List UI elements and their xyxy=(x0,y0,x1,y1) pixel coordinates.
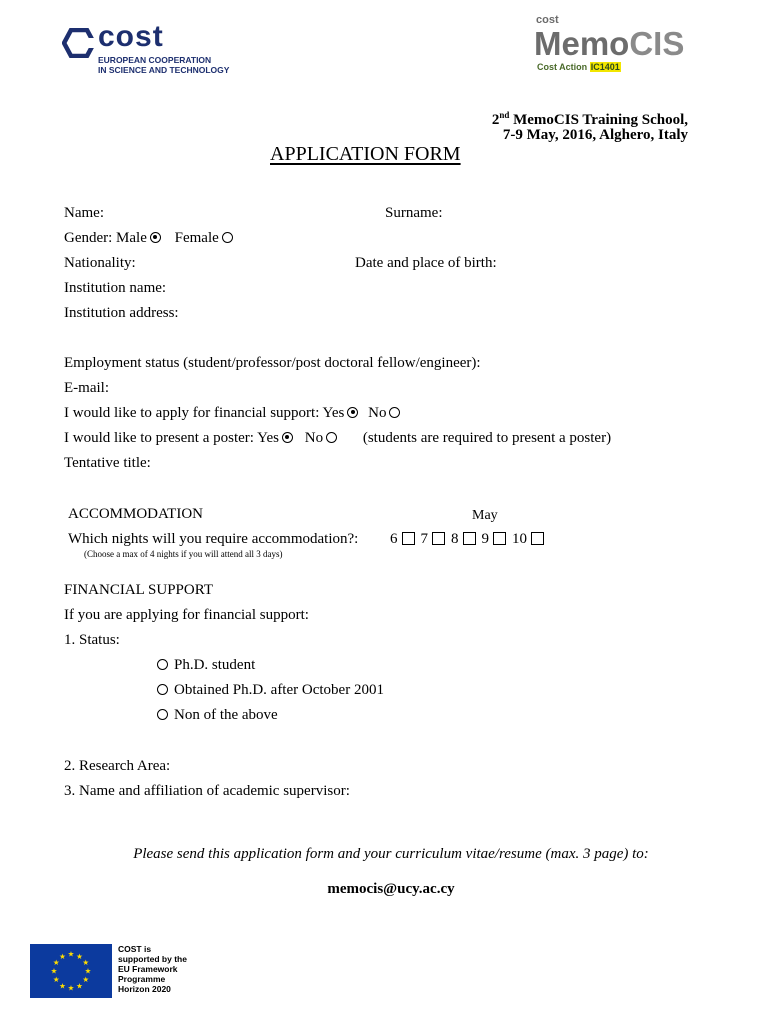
accommodation-note: (Choose a max of 4 nights if you will attend all 3 days) xyxy=(84,549,283,559)
accommodation-nights xyxy=(390,531,550,548)
night-label: 7 xyxy=(420,531,428,547)
financial-no-radio[interactable] xyxy=(389,407,400,418)
poster-note: (students are required to present a poster) xyxy=(362,430,612,446)
email-label: E-mail: xyxy=(64,380,109,396)
institution-name-label: Institution name: xyxy=(64,280,167,296)
research-area-label: 2. Research Area: xyxy=(64,758,171,774)
birth-label: Date and place of birth: xyxy=(355,255,497,271)
memocis-cost-mark: cost xyxy=(536,14,559,26)
status-option-obtained-phd[interactable]: Obtained Ph.D. after October 2001 xyxy=(154,682,384,699)
memocis-logo xyxy=(534,14,724,76)
cost-subtitle-line2: IN SCIENCE AND TECHNOLOGY xyxy=(98,65,230,75)
eu-star-icon: ★ xyxy=(67,983,75,993)
cost-hexagon-icon xyxy=(62,28,96,58)
eu-note-line: COST is xyxy=(118,944,152,954)
status-radio[interactable] xyxy=(157,659,168,670)
night-checkbox[interactable] xyxy=(463,532,476,545)
financial-support-row xyxy=(64,405,400,422)
financial-support-label: I would like to apply for financial support: Yes xyxy=(64,405,345,421)
eu-flag-icon xyxy=(30,944,112,998)
status-radio[interactable] xyxy=(157,684,168,695)
financial-support-intro: If you are applying for financial support: xyxy=(64,607,309,623)
night-option[interactable] xyxy=(390,531,415,548)
financial-no-label: No xyxy=(368,405,387,421)
eu-star-icon: ★ xyxy=(59,981,66,991)
eu-funding-note xyxy=(118,944,187,994)
page-title: APPLICATION FORM xyxy=(270,143,461,165)
nationality-label: Nationality: xyxy=(64,255,136,271)
financial-yes-radio[interactable] xyxy=(347,407,358,418)
eu-star-icon: ★ xyxy=(76,981,83,991)
event-title: 2nd MemoCIS Training School, xyxy=(491,110,688,128)
eu-star-icon: ★ xyxy=(84,966,92,976)
eu-star-icon: ★ xyxy=(67,949,75,959)
gender-male-radio[interactable] xyxy=(150,232,161,243)
financial-support-heading: FINANCIAL SUPPORT xyxy=(64,582,213,598)
night-label: 8 xyxy=(451,531,459,547)
memocis-cost-action: Cost Action IC1401 xyxy=(537,62,620,72)
gender-label: Gender: Male xyxy=(64,230,147,246)
accommodation-question: Which nights will you require accommodation?: xyxy=(68,531,359,547)
eu-star-icon: ★ xyxy=(76,951,83,961)
night-option[interactable] xyxy=(512,531,544,548)
eu-star-icon: ★ xyxy=(52,975,60,985)
accommodation-month: May xyxy=(472,508,498,523)
cost-wordmark: cost xyxy=(98,20,164,53)
supervisor-label: 3. Name and affiliation of academic supervisor: xyxy=(64,783,350,799)
cost-logo xyxy=(62,20,242,76)
eu-note-line: supported by the xyxy=(118,954,187,964)
employment-label: Employment status (student/professor/post doctoral fellow/engineer): xyxy=(64,355,481,371)
cost-subtitle-line1: EUROPEAN COOPERATION xyxy=(98,55,212,65)
status-radio[interactable] xyxy=(157,709,168,720)
night-label: 10 xyxy=(512,531,527,547)
night-checkbox[interactable] xyxy=(493,532,506,545)
poster-yes-radio[interactable] xyxy=(282,432,293,443)
night-checkbox[interactable] xyxy=(531,532,544,545)
cost-subtitle xyxy=(98,55,229,75)
gender-female-label: Female xyxy=(174,230,219,246)
night-checkbox[interactable] xyxy=(432,532,445,545)
eu-note-line: Horizon 2020 xyxy=(118,984,171,994)
eu-star-icon: ★ xyxy=(52,958,60,968)
event-dates: 7-9 May, 2016, Alghero, Italy xyxy=(502,127,688,143)
night-label: 6 xyxy=(390,531,398,547)
status-option-none[interactable]: Non of the above xyxy=(154,707,278,724)
poster-no-label: No xyxy=(304,430,324,446)
night-option[interactable] xyxy=(451,531,476,548)
accommodation-heading: ACCOMMODATION xyxy=(68,506,204,522)
eu-note-line: EU Framework xyxy=(118,964,178,974)
submission-instruction: Please send this application form and your curriculum vitae/resume (max. 3 page) to: xyxy=(133,846,649,862)
eu-star-icon: ★ xyxy=(82,958,90,968)
surname-label: Surname: xyxy=(385,205,443,221)
eu-star-icon: ★ xyxy=(59,951,66,961)
night-option[interactable] xyxy=(421,531,446,548)
poster-label: I would like to present a poster: Yes xyxy=(64,430,279,446)
gender-female-radio[interactable] xyxy=(222,232,233,243)
night-label: 9 xyxy=(481,531,489,547)
contact-email[interactable]: memocis@ucy.ac.cy xyxy=(327,881,455,897)
name-label: Name: xyxy=(64,205,104,221)
eu-note-line: Programme xyxy=(118,974,166,984)
tentative-title-label: Tentative title: xyxy=(64,455,151,471)
institution-address-label: Institution address: xyxy=(64,305,179,321)
status-option-phd-student[interactable]: Ph.D. student xyxy=(154,657,255,674)
eu-star-icon: ★ xyxy=(50,966,58,976)
eu-stars-icon xyxy=(30,944,112,998)
memocis-wordmark: MemoCIS xyxy=(534,25,685,62)
poster-no-radio[interactable] xyxy=(326,432,337,443)
night-checkbox[interactable] xyxy=(402,532,415,545)
eu-star-icon: ★ xyxy=(82,975,90,985)
night-option[interactable] xyxy=(482,531,507,548)
poster-row xyxy=(64,430,611,447)
gender-row xyxy=(64,230,233,247)
status-label: 1. Status: xyxy=(64,632,120,648)
